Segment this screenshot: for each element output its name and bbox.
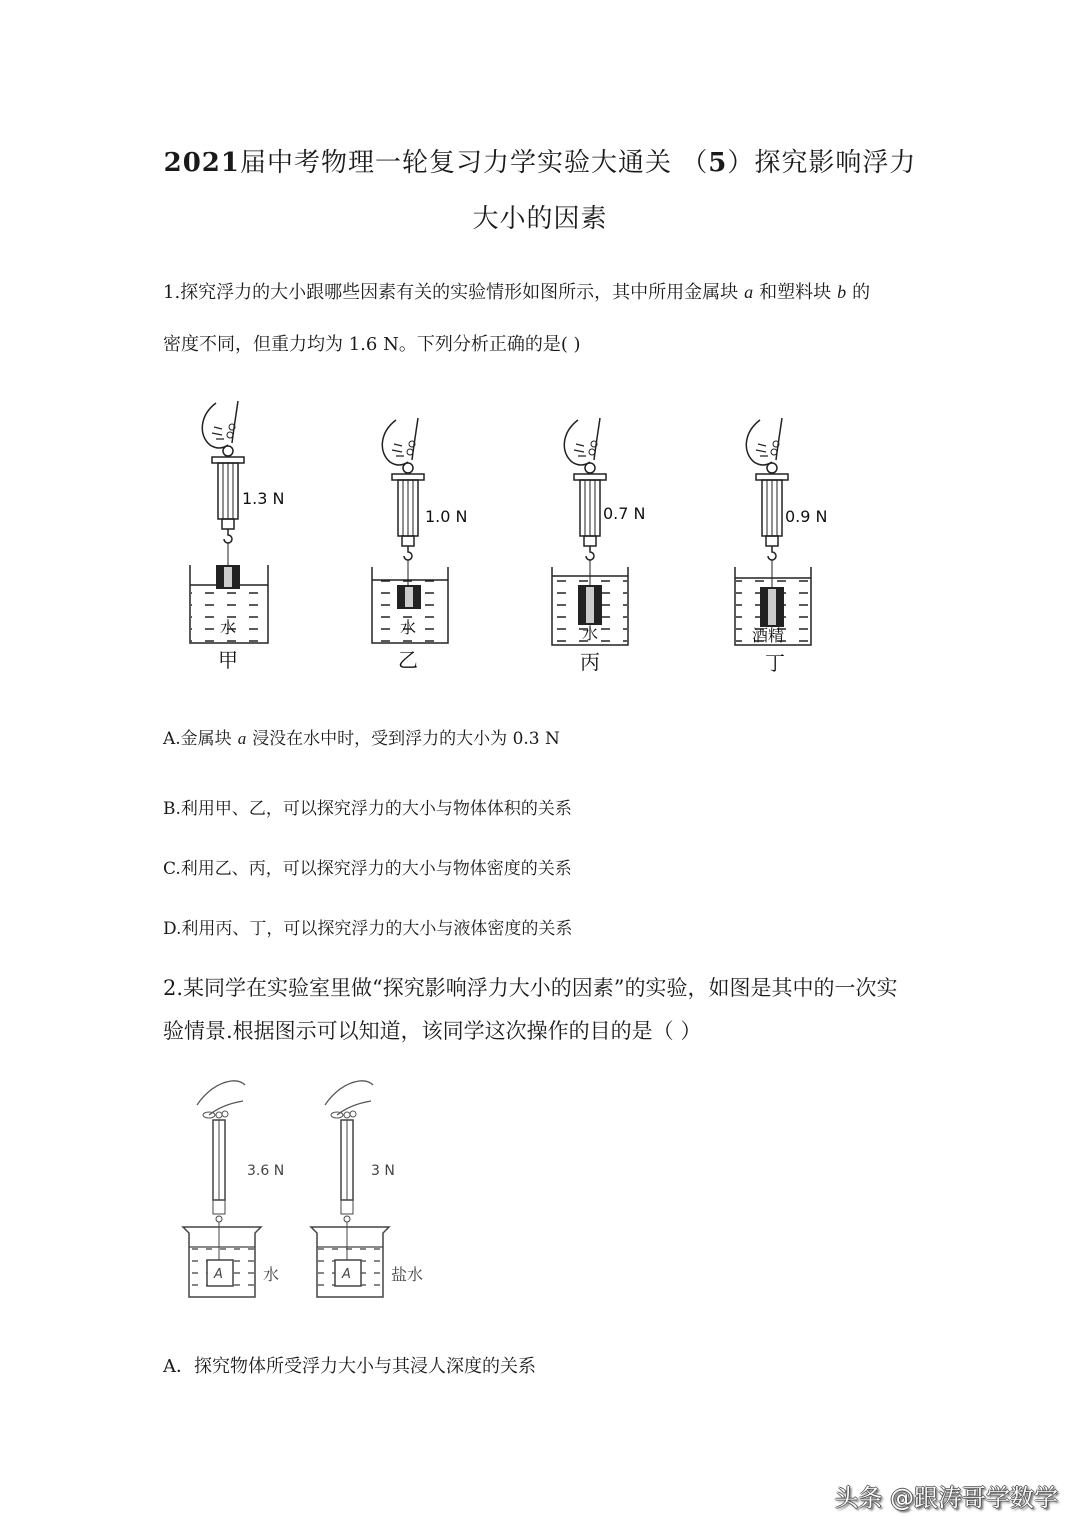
q1-option-d[interactable]: D.利用丙、丁，可以探究浮力的大小与液体密度的关系 [163,919,573,939]
reading-yi: 1.0 N [425,507,468,526]
question1-stem-line2: 密度不同，但重力均为 1.6 N。下列分析正确的是( ) [163,334,581,355]
title-year: 2021 [163,148,240,178]
label-bing: 丙 [580,650,600,674]
document-title-line1 [0,142,1080,179]
liquid-ding: 酒精 [752,626,785,645]
block-a-water: A [214,1267,223,1282]
option-a-text: 浸没在水中时，受到浮力的大小为 0.3 N [252,729,560,749]
panel-water [183,1081,284,1297]
label-jia: 甲 [218,648,238,672]
reading-bing: 0.7 N [603,504,646,523]
title-text-end: ）探究影响浮力 [727,148,917,178]
panel-jia [190,401,285,672]
panel-yi [372,418,468,672]
var-a: a [237,729,247,748]
liquid-yi: 水 [400,618,417,637]
reading-water: 3.6 N [247,1163,285,1179]
liquid-jia: 水 [220,618,237,637]
q1-text: 的 [852,282,871,303]
liquid-bing: 水 [582,624,599,643]
label-yi: 乙 [398,648,418,672]
q1-option-c[interactable]: C.利用乙、丙，可以探究浮力的大小与物体密度的关系 [163,859,572,879]
title-number: 5 [708,148,728,178]
option-a-text: A.金属块 [163,729,232,749]
var-a: a [744,282,754,302]
q1-option-b[interactable]: B.利用甲、乙，可以探究浮力的大小与物体体积的关系 [163,799,572,819]
reading-jia: 1.3 N [242,489,285,508]
liquid-water: 水 [263,1265,280,1284]
question1-figure [180,395,860,680]
q2-option-a[interactable]: A．探究物体所受浮力大小与其浸人深度的关系 [163,1356,536,1377]
q1-text: 和塑料块 [759,282,832,303]
document-title-line2: 大小的因素 [472,204,608,234]
panel-saltwater [311,1081,423,1297]
reading-saltwater: 3 N [371,1163,395,1179]
panel-bing [552,418,646,674]
block-a-saltwater: A [342,1267,351,1282]
question1-stem-line1 [163,278,870,304]
q1-text: 1.探究浮力的大小跟哪些因素有关的实验情形如图所示，其中所用金属块 [163,282,739,303]
panel-ding [735,418,828,675]
question2-stem-line2: 验情景.根据图示可以知道，该同学这次操作的目的是（ ） [163,1019,702,1043]
label-ding: 丁 [765,651,785,675]
question2-stem-line1: 2.某同学在实验室里做“探究影响浮力大小的因素”的实验，如图是其中的一次实 [163,976,898,1000]
question2-figure [175,1075,455,1315]
title-text: 届中考物理一轮复习力学实验大通关 （ [240,148,709,178]
var-b: b [837,282,847,302]
q1-option-a[interactable] [163,724,560,749]
watermark: 头条 @跟涛哥学数学 [834,1484,1058,1512]
liquid-saltwater: 盐水 [391,1265,424,1284]
reading-ding: 0.9 N [785,507,828,526]
